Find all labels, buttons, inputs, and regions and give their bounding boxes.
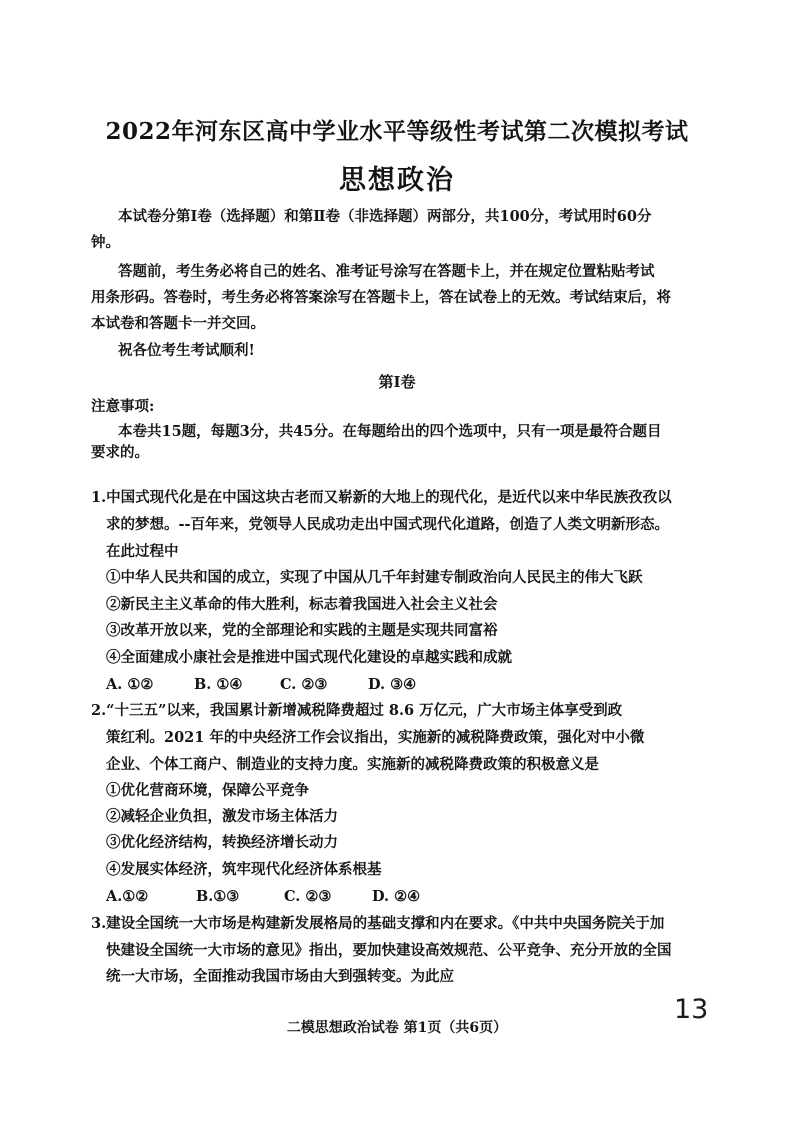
q3-stem-line-1: 3.建设全国统一大市场是构建新发展格局的基础支撑和内在要求。《中共中央国务院关于加	[91, 915, 665, 932]
q2-stem-line-2: 策红利。2021 年的中央经济工作会议指出，实施新的减税降费政策，强化对中小微	[106, 729, 645, 746]
q1-stem-line-2: 求的梦想。--百年来，党领导人民成功走出中国式现代化道路，创造了人类文明新形态。	[106, 516, 670, 533]
q2-option-b: B.①③	[196, 888, 240, 905]
q1-option-a: A. ①②	[106, 676, 154, 693]
q3-stem-line-2: 快建设全国统一大市场的意见》指出，要加快建设高效规范、公平竞争、充分开放的全国	[106, 942, 672, 959]
intro-line-1: 本试卷分第Ⅰ卷（选择题）和第Ⅱ卷（非选择题）两部分，共100分，考试用时60分	[118, 208, 652, 225]
q1-option-c: C. ②③	[280, 676, 328, 693]
q2-options	[106, 887, 420, 907]
q2-stem-line-1: 2.“十三五”以来，我国累计新增减税降费超过 8.6 万亿元，广大市场主体享受到政	[91, 702, 623, 719]
q1-stem-line-3: 在此过程中	[106, 543, 179, 560]
q2-option-a: A.①②	[106, 888, 149, 905]
q2-option-d: D. ②④	[372, 888, 421, 905]
section-title: 第Ⅰ卷	[378, 373, 416, 391]
q1-item-3: ③改革开放以来，党的全部理论和实践的主题是实现共同富裕	[106, 622, 498, 639]
q1-option-b: B. ①④	[194, 676, 243, 693]
page-number: 13	[674, 994, 709, 1025]
q3-stem-line-3: 统一大市场，全面推动我国市场由大到强转变。为此应	[106, 968, 454, 985]
q1-item-1: ①中华人民共和国的成立，实现了中国从几千年封建专制政治向人民民主的伟大飞跃	[106, 569, 643, 586]
q2-item-2: ②减轻企业负担，激发市场主体活力	[106, 808, 338, 825]
subject-title: 思想政治	[339, 165, 455, 196]
q1-stem-line-1: 1.中国式现代化是在中国这块古老而又崭新的大地上的现代化，是近代以来中华民族孜孜以	[91, 489, 672, 506]
notice-line-1: 本卷共15题，每题3分，共45分。在每题给出的四个选项中，只有一项是最符合题目	[118, 423, 662, 440]
exam-title: 2022年河东区高中学业水平等级性考试第二次模拟考试	[105, 118, 689, 145]
q2-stem-line-3: 企业、个体工商户、制造业的支持力度。实施新的减税降费政策的积极意义是	[106, 756, 599, 773]
q1-options	[106, 675, 416, 695]
q2-item-4: ④发展实体经济，筑牢现代化经济体系根基	[106, 861, 382, 878]
notice-line-2: 要求的。	[91, 444, 149, 461]
q2-option-c: C. ②③	[284, 888, 332, 905]
q1-item-2: ②新民主主义革命的伟大胜利，标志着我国进入社会主义社会	[106, 596, 498, 613]
page-footer: 二模思想政治试卷 第1页（共6页）	[286, 1020, 508, 1036]
intro-line-3: 答题前，考生务必将自己的姓名、准考证号涂写在答题卡上，并在规定位置粘贴考试	[118, 263, 655, 280]
q1-item-4: ④全面建成小康社会是推进中国式现代化建设的卓越实践和成就	[106, 649, 512, 666]
intro-line-5: 本试卷和答题卡一并交回。	[91, 315, 265, 332]
intro-line-2: 钟。	[91, 234, 120, 251]
q2-item-3: ③优化经济结构，转换经济增长动力	[106, 834, 338, 851]
notice-label: 注意事项:	[91, 398, 155, 415]
intro-line-4: 用条形码。答卷时，考生务必将答案涂写在答题卡上，答在试卷上的无效。考试结束后，将	[91, 289, 671, 306]
q2-item-1: ①优化营商环境，保障公平竞争	[106, 782, 309, 799]
intro-line-6: 祝各位考生考试顺利!	[118, 342, 255, 359]
q1-option-d: D. ③④	[368, 676, 417, 693]
